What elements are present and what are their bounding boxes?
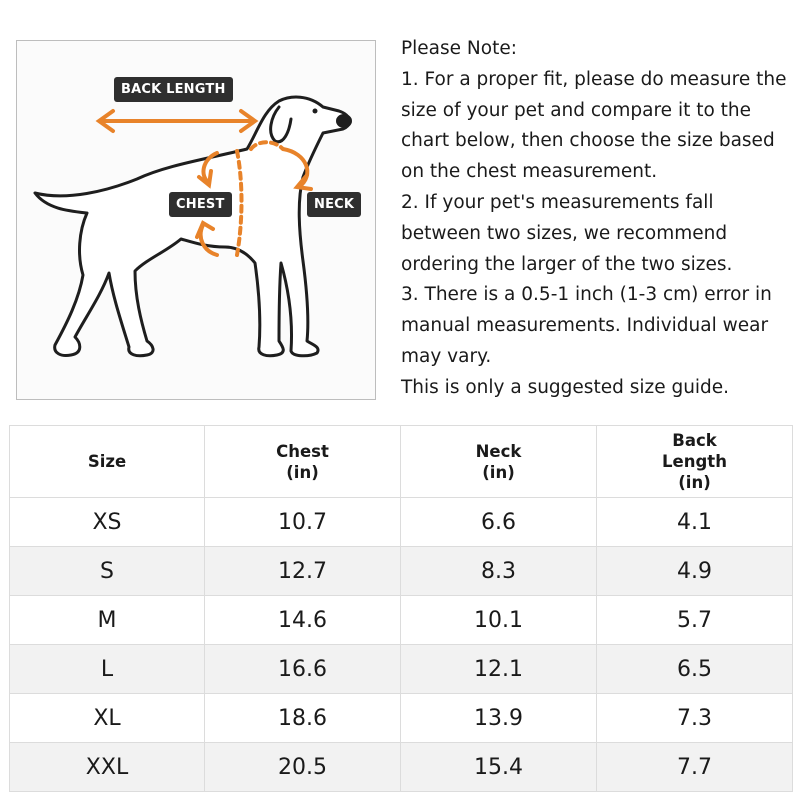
cell-size: XL bbox=[10, 694, 205, 743]
cell-size: L bbox=[10, 645, 205, 694]
cell-size: S bbox=[10, 547, 205, 596]
table-row bbox=[10, 694, 793, 743]
header-neck: Neck (in) bbox=[401, 426, 597, 498]
neck-label: NECK bbox=[307, 192, 361, 217]
table-row bbox=[10, 645, 793, 694]
table-row bbox=[10, 547, 793, 596]
dog-eye bbox=[313, 109, 318, 114]
cell-size: XXL bbox=[10, 743, 205, 792]
table-row bbox=[10, 498, 793, 547]
back-length-label: BACK LENGTH bbox=[114, 77, 233, 102]
size-chart-table bbox=[9, 425, 793, 792]
note-3: 3. There is a 0.5-1 inch (1-3 cm) error in manual measurements. Individual wear may vary. bbox=[401, 284, 772, 367]
header-size: Size bbox=[10, 426, 205, 498]
cell-neck: 8.3 bbox=[401, 547, 597, 596]
cell-chest: 14.6 bbox=[205, 596, 401, 645]
note-2: 2. If your pet's measurements fall between two sizes, we recommend ordering the larger of the two sizes. bbox=[401, 191, 733, 275]
cell-back-length: 7.3 bbox=[597, 694, 793, 743]
header-chest: Chest (in) bbox=[205, 426, 401, 498]
cell-neck: 6.6 bbox=[401, 498, 597, 547]
notes-footer: This is only a suggested size guide. bbox=[401, 376, 730, 398]
cell-size: XS bbox=[10, 498, 205, 547]
header-back-length: Back Length (in) bbox=[597, 426, 793, 498]
cell-neck: 15.4 bbox=[401, 743, 597, 792]
dog-nose bbox=[336, 114, 352, 128]
cell-chest: 18.6 bbox=[205, 694, 401, 743]
cell-back-length: 4.9 bbox=[597, 547, 793, 596]
back-length-arrow bbox=[99, 111, 255, 131]
cell-back-length: 4.1 bbox=[597, 498, 793, 547]
cell-back-length: 7.7 bbox=[597, 743, 793, 792]
cell-chest: 20.5 bbox=[205, 743, 401, 792]
note-1: 1. For a proper fit, please do measure the size of your pet and compare it to the chart below, then choose the size based on the chest measurement. bbox=[401, 68, 787, 183]
size-notes bbox=[401, 34, 797, 404]
notes-heading: Please Note: bbox=[401, 38, 517, 59]
cell-neck: 10.1 bbox=[401, 596, 597, 645]
cell-chest: 12.7 bbox=[205, 547, 401, 596]
table-row bbox=[10, 596, 793, 645]
dog-outline bbox=[35, 97, 349, 356]
cell-chest: 16.6 bbox=[205, 645, 401, 694]
table-header-row bbox=[10, 426, 793, 498]
cell-neck: 13.9 bbox=[401, 694, 597, 743]
table-row bbox=[10, 743, 793, 792]
chest-label: CHEST bbox=[169, 192, 232, 217]
measurement-diagram bbox=[16, 40, 376, 400]
cell-neck: 12.1 bbox=[401, 645, 597, 694]
cell-back-length: 6.5 bbox=[597, 645, 793, 694]
cell-size: M bbox=[10, 596, 205, 645]
cell-back-length: 5.7 bbox=[597, 596, 793, 645]
cell-chest: 10.7 bbox=[205, 498, 401, 547]
